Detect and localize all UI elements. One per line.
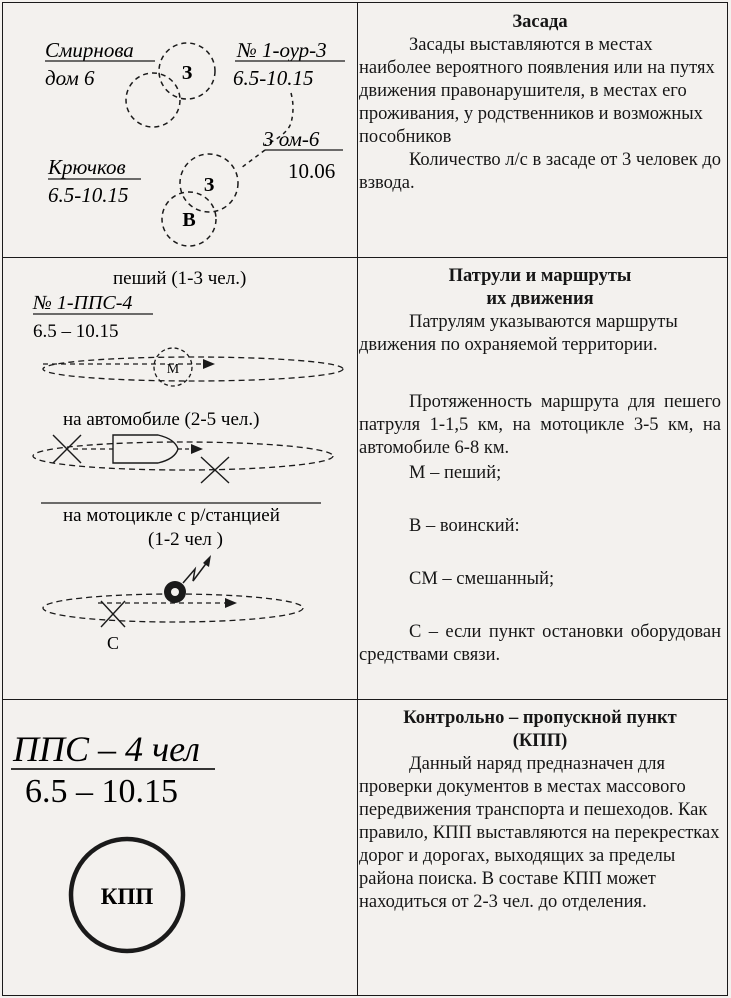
label-foot-patrol: пеший (1-3 чел.) xyxy=(113,268,247,289)
patrol-title-line-1: Патрули и маршруты xyxy=(448,266,632,286)
checkpoint-paragraph: Данный наряд предназначен для проверки документов в местах массового передвижения транспорта и пешеходов. Как правило, КПП выставляются на перекрестках дорог и дорогах, выходящих за пределы района поиска. В составе КПП может находиться от 2-3 чел. до отделения. xyxy=(359,754,720,912)
label-kryuchkov: Крючков xyxy=(48,155,126,179)
ambush-z-1: З xyxy=(181,62,193,84)
patrol-text xyxy=(359,265,727,667)
label-kpp-time: 6.5 – 10.15 xyxy=(25,773,178,810)
label-kpp: КПП xyxy=(100,884,154,909)
label-m: М xyxy=(166,362,180,377)
ambush-paragraph-2: Количество л/с в засаде от 3 человек до взвода. xyxy=(359,150,721,193)
document-table xyxy=(2,2,728,996)
patrol-type-v: В – воинский: xyxy=(409,516,520,536)
label-post-2: 3 ом-6 xyxy=(263,127,320,151)
ambush-diagram xyxy=(3,3,357,257)
label-smirnova: Смирнова xyxy=(45,38,134,62)
ambush-circle-2 xyxy=(126,73,180,127)
label-patrol-time: 6.5 – 10.15 xyxy=(33,321,119,342)
label-patrol-post: № 1-ППС-4 xyxy=(33,292,133,314)
ambush-z-2: З xyxy=(203,174,215,196)
car-icon xyxy=(113,435,178,463)
label-pps: ППС – 4 чел xyxy=(13,729,200,769)
patrol-type-sm: СМ – смешанный; xyxy=(409,569,555,589)
ambush-v: В xyxy=(182,209,196,231)
patrol-paragraph-2: Протяженность маршрута для пешего патруля 1-1,5 км, на мотоцикле 3-5 км, на автомобиле 6-8 км. xyxy=(359,392,721,458)
label-car-patrol: на автомобиле (2-5 чел.) xyxy=(63,409,260,430)
checkpoint-diagram xyxy=(3,699,357,995)
ambush-title: Засада xyxy=(512,12,568,32)
label-time-1: 6.5-10.15 xyxy=(233,66,314,90)
label-moto-patrol: на мотоцикле с р/станцией xyxy=(63,505,280,526)
label-time-2: 10.06 xyxy=(288,159,336,183)
label-moto-count: (1-2 чел ) xyxy=(148,529,223,550)
ambush-paragraph-1: Засады выставляются в местах наиболее вероятного появления или на путях движения правонарушителя, в местах его проживания, у родственников и возможных пособников xyxy=(359,35,715,147)
checkpoint-title-line-2: (КПП) xyxy=(512,731,568,751)
checkpoint-title-line-1: Контрольно – пропускной пункт xyxy=(403,708,677,728)
patrol-paragraph-1: Патрулям указываются маршруты движения по охраняемой территории. xyxy=(359,312,678,355)
label-dom: дом 6 xyxy=(45,66,95,90)
column-divider xyxy=(357,3,358,995)
label-c: С xyxy=(106,633,120,653)
patrol-type-c: С – если пункт остановки оборудован средствами связи. xyxy=(359,622,721,665)
label-time-3: 6.5-10.15 xyxy=(48,183,129,207)
ambush-text xyxy=(359,11,727,195)
label-post-1: № 1-оур-3 xyxy=(237,38,327,62)
patrol-type-m: М – пеший; xyxy=(409,463,502,483)
patrol-title-line-2: их движения xyxy=(486,289,594,309)
patrol-diagram xyxy=(3,257,357,699)
checkpoint-text xyxy=(359,707,727,914)
